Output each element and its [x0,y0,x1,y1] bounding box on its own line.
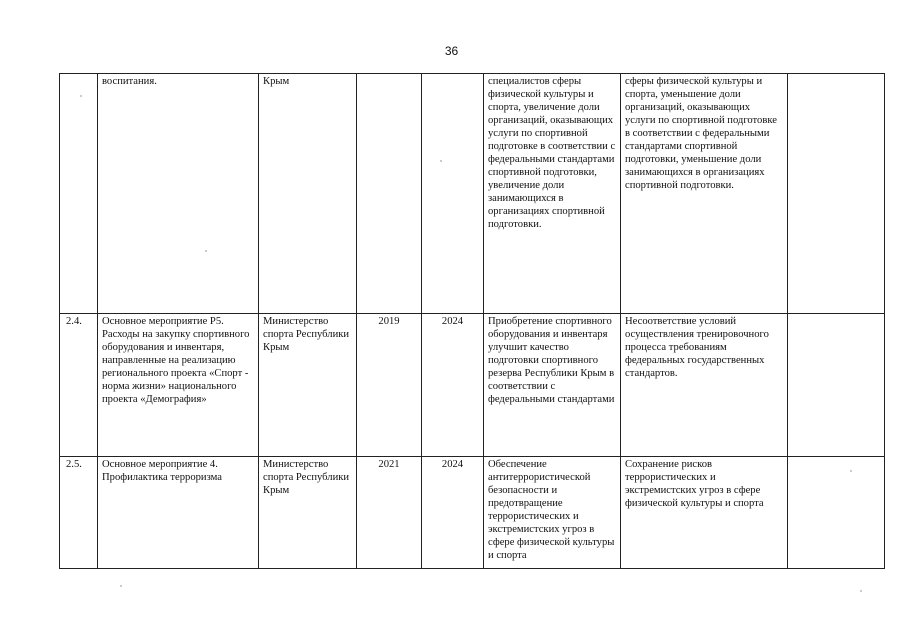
start-year: 2019 [357,314,422,457]
row-number [60,74,98,314]
expected-result: Приобретение спортивного оборудования и инвентаря улучшит качество подготовки спортивного резерва Республики Крым в соответствии с федеральными стандартами [484,314,621,457]
executor: Министерство спорта Республики Крым [259,314,357,457]
row-number: 2.5. [60,457,98,569]
indicator-link [788,457,885,569]
indicator-link [788,74,885,314]
scan-speck [440,160,442,162]
expected-result: Обеспечение антитеррористической безопасности и предотвращение террористических и экстремистских угроз в сфере физической культуры и спорта [484,457,621,569]
scan-speck [120,585,122,587]
measure-name: Основное мероприятие 4. Профилактика терроризма [98,457,259,569]
measure-name: воспитания. [98,74,259,314]
indicator-link [788,314,885,457]
scan-speck [850,470,852,472]
page-number: 36 [444,44,459,58]
non-implementation-consequences: сферы физической культуры и спорта, уменьшение доли организаций, оказывающих услуги по спортивной подготовке в соответствии с федеральными стандартами спортивной подготовки, уменьшение доли занимающихся в организациях спортивной подготовки. [621,74,788,314]
scan-speck [205,250,207,252]
executor: Крым [259,74,357,314]
table-row [60,457,885,569]
program-measures-table [59,73,885,569]
measure-name: Основное мероприятие Р5. Расходы на закупку спортивного оборудования и инвентаря, направленные на реализацию регионального проекта «Спорт - норма жизни» национального проекта «Демография» [98,314,259,457]
table-row [60,314,885,457]
executor: Министерство спорта Республики Крым [259,457,357,569]
end-year: 2024 [422,314,484,457]
start-year [357,74,422,314]
non-implementation-consequences: Несоответствие условий осуществления тренировочного процесса требованиям федеральных государственных стандартов. [621,314,788,457]
end-year [422,74,484,314]
start-year: 2021 [357,457,422,569]
non-implementation-consequences: Сохранение рисков террористических и экстремистских угроз в сфере физической культуры и спорта [621,457,788,569]
end-year: 2024 [422,457,484,569]
scan-speck [860,590,862,592]
table-row [60,74,885,314]
row-number: 2.4. [60,314,98,457]
scan-speck [80,95,82,97]
expected-result: специалистов сферы физической культуры и спорта, увеличение доли организаций, оказывающих услуги по спортивной подготовке в соответствии с федеральными стандартами спортивной подготовки, увеличение доли занимающихся в организациях спортивной подготовки. [484,74,621,314]
